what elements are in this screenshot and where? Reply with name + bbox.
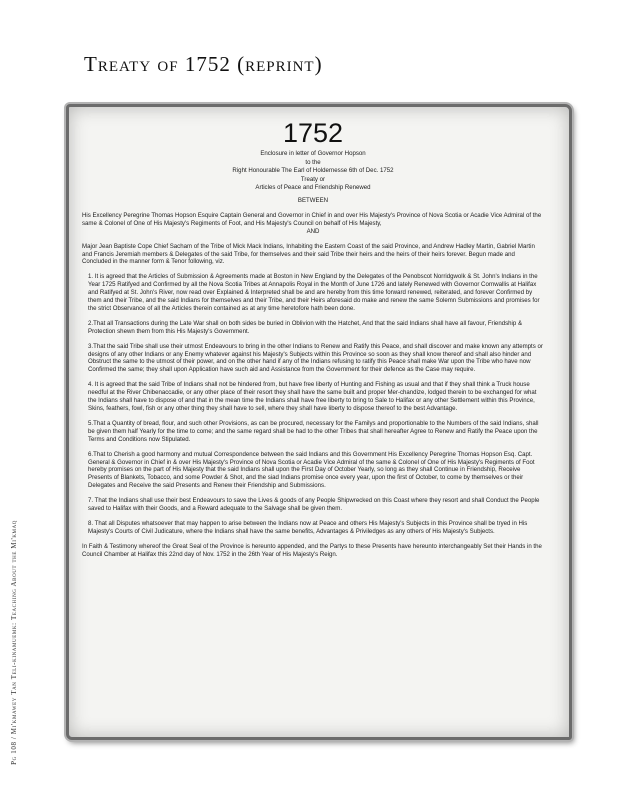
- party-two: Major Jean Baptiste Cope Chief Sacham of the Tribe of Mick Mack Indians, Inhabiting the Eastern Coast of the said Province, and Andrew Hadley Martin, Gabriel Martin and Francis Jeremiah members & Delegates of the said Tribe, for themselves and their said Tribe their heirs and the heirs of their heirs forever. Begun made and Concluded in the manner form & Tenor following, viz.: [82, 242, 535, 266]
- article-8: 8. That all Disputes whatsoever that may happen to arise between the Indians now at Peace and others His Majesty's Subjects in this Province shall be tryed in His Majesty's Courts of Civil Judicature, where the Indians shall have the same benefits, Advantages & Priviledges as any others of His Majesty's Subjects.: [88, 519, 528, 535]
- header-line: Enclosure in letter of Governor Hopson: [260, 150, 366, 157]
- article-2: 2.That all Transactions during the Late War shall on both sides be buried in Oblivion with the Hatchet, And that the said Indians shall have all favour, Friendship & Protection shewn them from this His Majesty's Government.: [88, 319, 523, 335]
- header-line: to the: [305, 158, 321, 166]
- article-1: 1. It is agreed that the Articles of Submission & Agreements made at Boston in New England by the Delegates of the Penobscot Norridgwolk & St. John's Indians in the Year 1725 Ratifyed and Confirmed by all the Nova Scotia Tribes at Annapolis Royal in the Month of June 1726 and lately Renewed with Governor Cornwallis at Halifax and Ratifyed at St. John's River, now read over Explained & Interpreted shall be and are hereby from this time forward renewed, reiterated, and forever Confirmed by them and their Tribe, and the said Indians for themselves and their Tribe, and their Heirs aforesaid do make and renew the same Solemn Submissions and promises for the strict Observance of all the Articles therein contained as at any time heretofore hath been done.: [88, 273, 540, 312]
- closing-paragraph: In Faith & Testimony whereof the Great Seal of the Province is hereunto appended, and the Partys to these Presents have hereunto interchangeably Set their Hands in the Council Chamber at Halifax this 22nd day of Nov. 1752 in the 26th Year of His Majesty's Reign.: [82, 542, 542, 558]
- article-5: 5.That a Quantity of bread, flour, and such other Provisions, as can be procured, necessary for the Familys and proportionable to the Numbers of the said Indians, shall be given them half Yearly for the time to come; and the same regard shall be had to the other Tribes that shall hereafter Agree to Renew and Ratify the Peace upon the Terms and Conditions now Stipulated.: [88, 419, 539, 443]
- document-header: [82, 150, 544, 193]
- header-line: Articles of Peace and Friendship Renewed: [255, 184, 371, 192]
- article-6: 6.That to Cherish a good harmony and mutual Correspondence between the said Indians and this Government His Excellency Peregrine Thomas Hopson Esq. Capt. General & Governor in Chief in & over His Majesty's Province of Nova Scotia or Acadie Vice Admiral of the same & Colonel of One of His Majesty's Regiments of Foot hereby promises on the part of His Majesty that the said Indians shall upon the First Day of October Yearly, so long as they shall Continue in Friendship, Receive Presents of Blankets, Tobacco, and some Powder & Shot, and the siad Indians promise once every year, upon the first of October, to come by themselves or their Delegates and Receive the said Presents and Renew their Friendship and Submissions.: [88, 450, 535, 490]
- article-4: 4. It is agreed that the said Tribe of Indians shall not be hindered from, but have free liberty of Hunting and Fishing as usual and that if they shall think a Truck house needful at the River Chibenaccadie, or any other place of their resort they shall have the same built and proper Mer-chandize, lodged therein to be exchanged for what the Indians shall have to dispose of and that in the mean time the Indians shall have free liberty to bring to Sale to Halifax or any other Settlement within this Province, Skins, feathers, fowl, fish or any other thing they shall have to sell, where they shall have liberty to dispose thereof to the best Advantage.: [88, 381, 537, 412]
- document-text: [82, 118, 544, 718]
- page-title: Treaty of 1752 (reprint): [84, 52, 323, 76]
- header-line: Right Honourable The Earl of Holdernesse 6th of Dec. 1752: [232, 167, 394, 175]
- article-3: 3.That the said Tribe shall use their utmost Endeavours to bring in the other Indians to Renew and Ratify this Peace, and shall discover and make known any attempts or designs of any other Indians or any Enemy whatever against his Majesty's Subjects within this Province so soon as they shall know thereof and shall also hinder and Obstruct the same to the utmost of their power, and on the other hand if any of the Indians refusing to ratify this Peace shall make War upon the Tribe who have now Confirmed the same; they shall upon Application have such aid and Assistance from the Government for their defence as the Case may require.: [88, 342, 543, 374]
- header-line: Treaty or: [300, 175, 326, 183]
- article-7: 7. That the Indians shall use their best Endeavours to save the Lives & goods of any People Shipwrecked on this Coast where they resort and shall Conduct the People saved to Halifax with their Goods, and a Reward adequate to the Salvage shall be given them.: [88, 497, 540, 513]
- side-caption: Pg 108 / Mi'kmawey Tan Teli-kinamuemk: Teaching About the Mi'kmaq: [10, 520, 18, 765]
- between-heading: BETWEEN: [297, 196, 329, 204]
- and-heading: AND: [306, 227, 320, 235]
- party-one: His Excellency Peregrine Thomas Hopson Esquire Captain General and Governor in Chief in and over His Majesty's Province of Nova Scotia or Acadie Vice Admiral of the same & Colonel of One of His Majesty's Regiments of Foot, and His Majesty's Council on behalf of His Majesty,: [82, 211, 542, 227]
- document-year: 1752: [282, 118, 344, 148]
